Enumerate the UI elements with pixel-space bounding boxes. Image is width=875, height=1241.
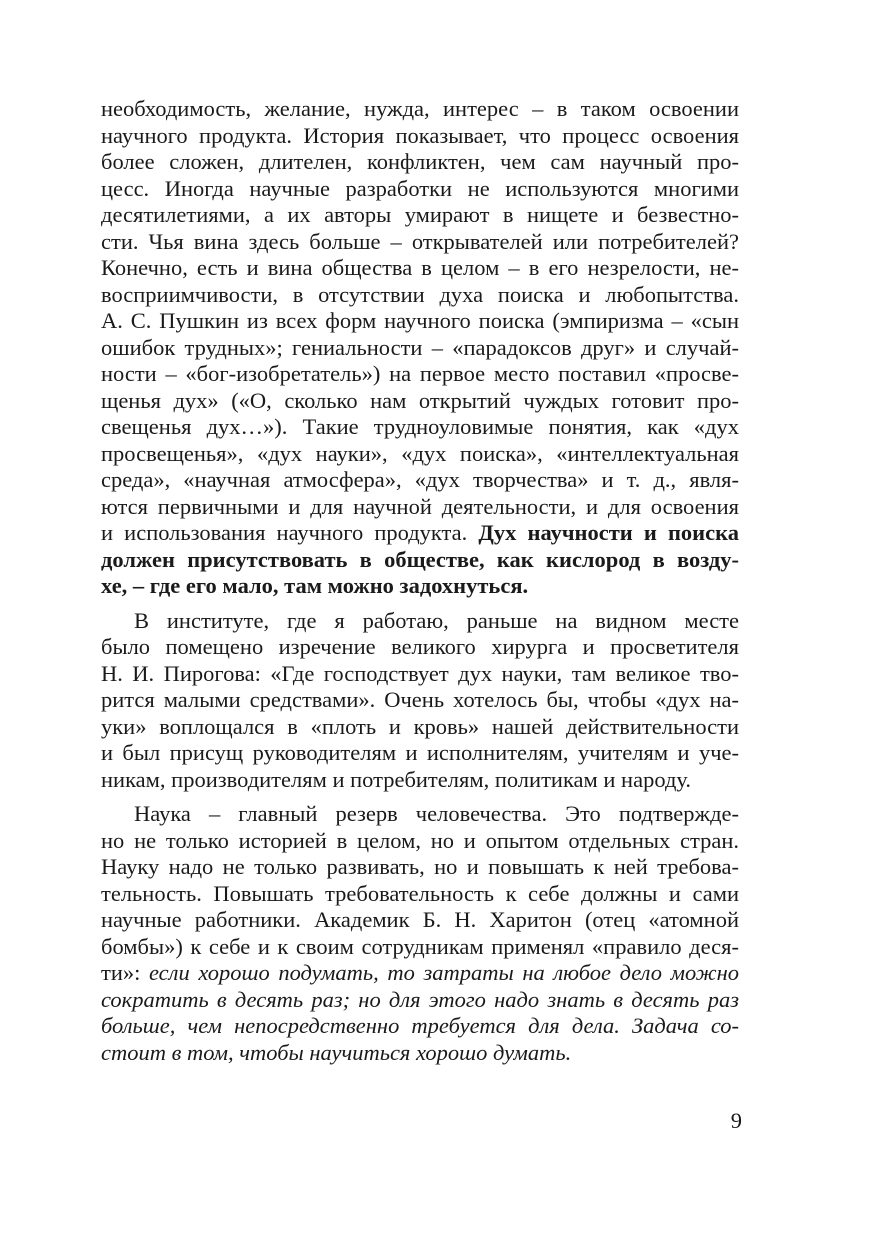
text-run: рится малыми средствами». Очень хотелось бы, чтобы «дух на- [101,687,739,712]
text-line [101,767,739,794]
text-run: и использования научного продукта. [101,520,479,545]
text-line [101,987,739,1014]
text-run: было помещено изречение великого хирурга и просветителя [101,634,739,659]
text-run: Наука – главный резерв человечества. Это подтвержде- [134,801,739,826]
bold-text: хе, – где его мало, там можно задохнуться. [101,573,529,598]
text-line [101,441,739,468]
text-run: просвещенья», «дух науки», «дух поиска», «интеллектуальная [101,440,739,466]
text-line [101,547,739,574]
body-text [101,96,739,1066]
text-line [101,176,739,203]
text-run: цесс. Иногда научные разработки не используются многими [101,175,739,201]
text-run: уки» воплощался в «плоть и кровь» нашей действительности [101,713,739,739]
text-line [101,282,739,309]
text-run: ности – «бог-изобретатель») на первое место поставил «просве- [101,361,739,386]
text-line [101,801,739,828]
text-line [101,854,739,881]
text-run: никам, производителям и потребителям, политикам и народу. [101,766,692,792]
page-number: 9 [730,1108,742,1133]
text-line [101,520,739,547]
text-line [101,1013,739,1040]
text-line [101,687,739,714]
text-run: щенья дух» («О, сколько нам открытий чуждых готовит про- [101,387,739,413]
text-line [101,202,739,229]
text-line [101,123,739,150]
text-line [101,255,739,282]
text-run: бомбы») к себе и к своим сотрудникам применял «правило деся- [101,933,739,959]
paragraph-gap [101,600,739,608]
text-line [101,634,739,661]
bold-text: должен присутствовать в обществе, как кислород в возду- [101,546,739,572]
text-line [101,335,739,362]
text-run: среда», «научная атмосфера», «дух творчества» и т. д., явля- [101,467,739,492]
text-line [101,740,739,767]
text-line [101,149,739,176]
text-line [101,414,739,441]
text-line [101,934,739,961]
text-run: восприимчивости, в отсутствии духа поиска и любопытства. [101,281,739,307]
text-line [101,828,739,855]
text-run: ошибок трудных»; гениальности – «парадоксов друг» и случай- [101,334,739,360]
text-run: сти. Чья вина здесь больше – открывателей или потребителей? [101,228,739,254]
paragraph-gap [101,793,739,801]
text-line [101,494,739,521]
text-line [101,907,739,934]
italic-text: сократить в десять раз; но для этого надо знать в десять раз [101,986,739,1012]
italic-text: стоит в том, чтобы научиться хорошо думать. [101,1039,572,1065]
text-run: десятилетиями, а их авторы умирают в нищете и безвестно- [101,202,739,227]
text-line [101,573,739,600]
text-run: необходимость, желание, нужда, интерес – в таком освоении [101,96,739,121]
text-run: научные работники. Академик Б. Н. Харитон (отец «атомной [101,907,739,932]
paragraph [101,96,739,600]
text-run: ти»: [101,960,149,985]
text-run: тельность. Повышать требовательность к себе должны и сами [101,880,739,906]
paragraph [101,608,739,794]
text-run: Науку надо не только развивать, но и повышать к ней требова- [101,854,739,879]
text-line [101,388,739,415]
text-run: ются первичными и для научной деятельности, и для освоения [101,493,739,519]
text-line [101,308,739,335]
bold-text: Дух научности и поиска [478,520,739,545]
text-line [101,881,739,908]
text-line [101,96,739,123]
text-line [101,229,739,256]
text-run: А. С. Пушкин из всех форм научного поиска (эмпиризма – «сын [101,308,739,333]
text-run: научного продукта. История показывает, что процесс освоения [101,122,739,148]
text-run: Н. И. Пирогова: «Где господствует дух науки, там великое тво- [101,660,739,686]
italic-text: больше, чем непосредственно требуется для дела. Задача со- [101,1013,739,1038]
text-line [101,960,739,987]
text-run: свещенья дух…»). Такие трудноуловимые понятия, как «дух [101,414,739,439]
text-line [101,1040,739,1067]
text-line [101,608,739,635]
text-run: В институте, где я работаю, раньше на видном месте [134,607,739,633]
text-line [101,714,739,741]
text-run: более сложен, длителен, конфликтен, чем сам научный про- [101,149,739,174]
text-run: и был присущ руководителям и исполнителям, учителям и уче- [101,740,739,765]
text-line [101,661,739,688]
text-line [101,467,739,494]
text-line [101,361,739,388]
text-run: но не только историей в целом, но и опытом отдельных стран. [101,827,739,853]
text-run: Конечно, есть и вина общества в целом – в его незрелости, не- [101,255,739,280]
paragraph [101,801,739,1066]
italic-text: если хорошо подумать, то затраты на любое дело можно [148,960,740,985]
